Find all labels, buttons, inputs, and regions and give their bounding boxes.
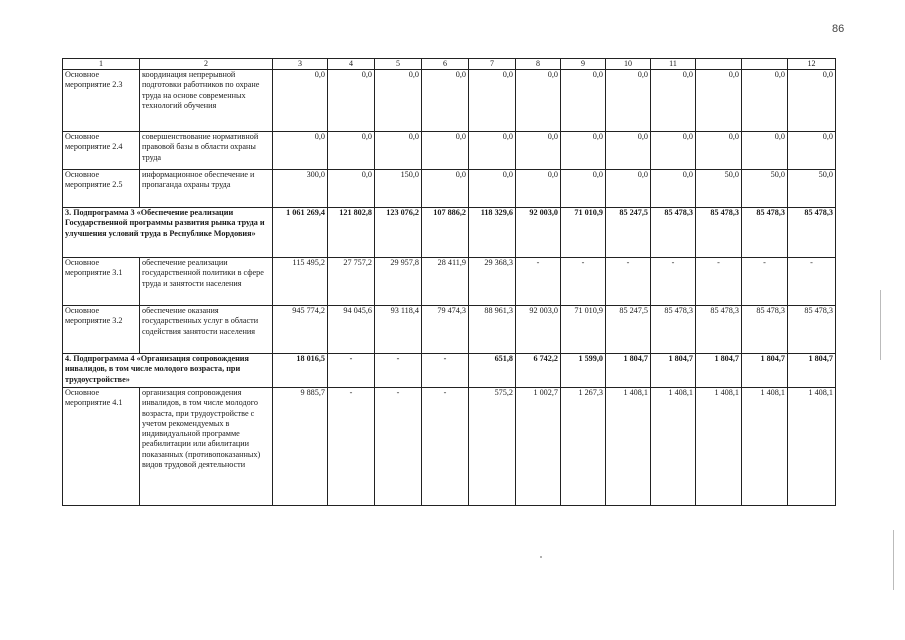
- value-cell: -: [788, 258, 836, 306]
- value-cell: 0,0: [606, 70, 651, 132]
- header-cell: 11: [651, 59, 696, 70]
- value-cell: 0,0: [469, 70, 516, 132]
- value-cell: 71 010,9: [561, 306, 606, 354]
- value-cell: 0,0: [561, 132, 606, 170]
- value-cell: 121 802,8: [328, 208, 375, 258]
- value-cell: 85 478,3: [788, 306, 836, 354]
- value-cell: 85 247,5: [606, 306, 651, 354]
- value-cell: 79 474,3: [422, 306, 469, 354]
- value-cell: 1 804,7: [742, 354, 788, 388]
- header-cell: 4: [328, 59, 375, 70]
- value-cell: 0,0: [422, 132, 469, 170]
- value-cell: -: [328, 388, 375, 506]
- value-cell: 0,0: [788, 132, 836, 170]
- event-name: Основное мероприятие 2.3: [63, 70, 140, 132]
- value-cell: -: [422, 388, 469, 506]
- value-cell: 85 478,3: [696, 208, 742, 258]
- value-cell: 50,0: [742, 170, 788, 208]
- header-cell: 7: [469, 59, 516, 70]
- value-cell: 1 408,1: [742, 388, 788, 506]
- subprogram-title: 3. Подпрограмма 3 «Обеспечение реализации Государственной программы развития рынка труда и улучшения условий труда в Республике Мордовия»: [63, 208, 273, 258]
- value-cell: 71 010,9: [561, 208, 606, 258]
- value-cell: 0,0: [651, 170, 696, 208]
- event-description: координация непрерывной подготовки работников по охране труда на основе современных технологий обучения: [140, 70, 273, 132]
- event-row: [63, 170, 836, 208]
- value-cell: 0,0: [696, 70, 742, 132]
- header-cell: 6: [422, 59, 469, 70]
- value-cell: 0,0: [561, 70, 606, 132]
- scan-artifact: [540, 556, 542, 558]
- event-description: совершенствование нормативной правовой базы в области охраны труда: [140, 132, 273, 170]
- header-cell: [696, 59, 742, 70]
- scan-artifact: [880, 290, 881, 360]
- value-cell: 29 957,8: [375, 258, 422, 306]
- value-cell: 85 478,3: [651, 306, 696, 354]
- value-cell: 1 061 269,4: [273, 208, 328, 258]
- value-cell: 651,8: [469, 354, 516, 388]
- value-cell: 0,0: [328, 132, 375, 170]
- event-name: Основное мероприятие 4.1: [63, 388, 140, 506]
- header-cell: [742, 59, 788, 70]
- value-cell: 1 599,0: [561, 354, 606, 388]
- value-cell: 1 408,1: [788, 388, 836, 506]
- event-description: обеспечение оказания государственных услуг в области содействия занятости населения: [140, 306, 273, 354]
- budget-table: [62, 58, 836, 506]
- value-cell: 92 003,0: [516, 208, 561, 258]
- value-cell: 28 411,9: [422, 258, 469, 306]
- event-name: Основное мероприятие 2.5: [63, 170, 140, 208]
- value-cell: 85 478,3: [742, 306, 788, 354]
- value-cell: 0,0: [375, 70, 422, 132]
- value-cell: -: [422, 354, 469, 388]
- event-name: Основное мероприятие 2.4: [63, 132, 140, 170]
- value-cell: 150,0: [375, 170, 422, 208]
- value-cell: 0,0: [742, 132, 788, 170]
- header-cell: 8: [516, 59, 561, 70]
- value-cell: -: [328, 354, 375, 388]
- value-cell: 9 885,7: [273, 388, 328, 506]
- value-cell: 123 076,2: [375, 208, 422, 258]
- event-description: обеспечение реализации государственной политики в сфере труда и занятости населения: [140, 258, 273, 306]
- value-cell: 18 016,5: [273, 354, 328, 388]
- header-cell: 12: [788, 59, 836, 70]
- event-name: Основное мероприятие 3.2: [63, 306, 140, 354]
- value-cell: 0,0: [469, 132, 516, 170]
- value-cell: 0,0: [516, 70, 561, 132]
- header-cell: 1: [63, 59, 140, 70]
- value-cell: 0,0: [742, 70, 788, 132]
- value-cell: 0,0: [651, 70, 696, 132]
- value-cell: 0,0: [606, 132, 651, 170]
- header-cell: 2: [140, 59, 273, 70]
- value-cell: 85 478,3: [742, 208, 788, 258]
- event-description: организация сопровождения инвалидов, в том числе молодого возраста, при трудоустройстве с учетом рекомендуемых в индивидуальной программе реабилитации или абилитации показанных (противопоказанных) видов трудовой деятельности: [140, 388, 273, 506]
- value-cell: 1 804,7: [651, 354, 696, 388]
- value-cell: 575,2: [469, 388, 516, 506]
- value-cell: 118 329,6: [469, 208, 516, 258]
- value-cell: 27 757,2: [328, 258, 375, 306]
- header-cell: 5: [375, 59, 422, 70]
- value-cell: 0,0: [273, 70, 328, 132]
- value-cell: 0,0: [273, 132, 328, 170]
- value-cell: -: [696, 258, 742, 306]
- value-cell: -: [516, 258, 561, 306]
- value-cell: 0,0: [516, 170, 561, 208]
- value-cell: 107 886,2: [422, 208, 469, 258]
- value-cell: -: [742, 258, 788, 306]
- value-cell: -: [651, 258, 696, 306]
- value-cell: 0,0: [328, 70, 375, 132]
- value-cell: 92 003,0: [516, 306, 561, 354]
- subprogram-title: 4. Подпрограмма 4 «Организация сопровождения инвалидов, в том числе молодого возраста, при трудоустройстве»: [63, 354, 273, 388]
- value-cell: 300,0: [273, 170, 328, 208]
- value-cell: 85 247,5: [606, 208, 651, 258]
- value-cell: 0,0: [375, 132, 422, 170]
- value-cell: 0,0: [328, 170, 375, 208]
- subprogram-row: [63, 354, 836, 388]
- value-cell: 0,0: [606, 170, 651, 208]
- value-cell: 1 408,1: [651, 388, 696, 506]
- value-cell: 115 495,2: [273, 258, 328, 306]
- value-cell: 1 804,7: [696, 354, 742, 388]
- event-description: информационное обеспечение и пропаганда охраны труда: [140, 170, 273, 208]
- value-cell: 0,0: [422, 70, 469, 132]
- page-number: 86: [832, 23, 845, 35]
- event-row: [63, 388, 836, 506]
- event-name: Основное мероприятие 3.1: [63, 258, 140, 306]
- value-cell: 1 804,7: [606, 354, 651, 388]
- event-row: [63, 70, 836, 132]
- value-cell: 0,0: [561, 170, 606, 208]
- header-cell: 10: [606, 59, 651, 70]
- value-cell: 85 478,3: [651, 208, 696, 258]
- value-cell: 0,0: [422, 170, 469, 208]
- value-cell: 93 118,4: [375, 306, 422, 354]
- value-cell: 29 368,3: [469, 258, 516, 306]
- value-cell: 0,0: [651, 132, 696, 170]
- value-cell: 0,0: [696, 132, 742, 170]
- value-cell: 0,0: [469, 170, 516, 208]
- value-cell: 0,0: [516, 132, 561, 170]
- value-cell: -: [375, 388, 422, 506]
- header-row: [63, 59, 836, 70]
- value-cell: 50,0: [788, 170, 836, 208]
- value-cell: 945 774,2: [273, 306, 328, 354]
- value-cell: 1 408,1: [696, 388, 742, 506]
- scan-artifact: [893, 530, 894, 590]
- value-cell: 88 961,3: [469, 306, 516, 354]
- value-cell: 1 267,3: [561, 388, 606, 506]
- value-cell: -: [375, 354, 422, 388]
- value-cell: 85 478,3: [696, 306, 742, 354]
- value-cell: 1 408,1: [606, 388, 651, 506]
- value-cell: 6 742,2: [516, 354, 561, 388]
- value-cell: 50,0: [696, 170, 742, 208]
- value-cell: 1 804,7: [788, 354, 836, 388]
- value-cell: 85 478,3: [788, 208, 836, 258]
- event-row: [63, 132, 836, 170]
- event-row: [63, 306, 836, 354]
- value-cell: 0,0: [788, 70, 836, 132]
- subprogram-row: [63, 208, 836, 258]
- header-cell: 9: [561, 59, 606, 70]
- value-cell: -: [606, 258, 651, 306]
- value-cell: 94 045,6: [328, 306, 375, 354]
- value-cell: 1 002,7: [516, 388, 561, 506]
- event-row: [63, 258, 836, 306]
- header-cell: 3: [273, 59, 328, 70]
- value-cell: -: [561, 258, 606, 306]
